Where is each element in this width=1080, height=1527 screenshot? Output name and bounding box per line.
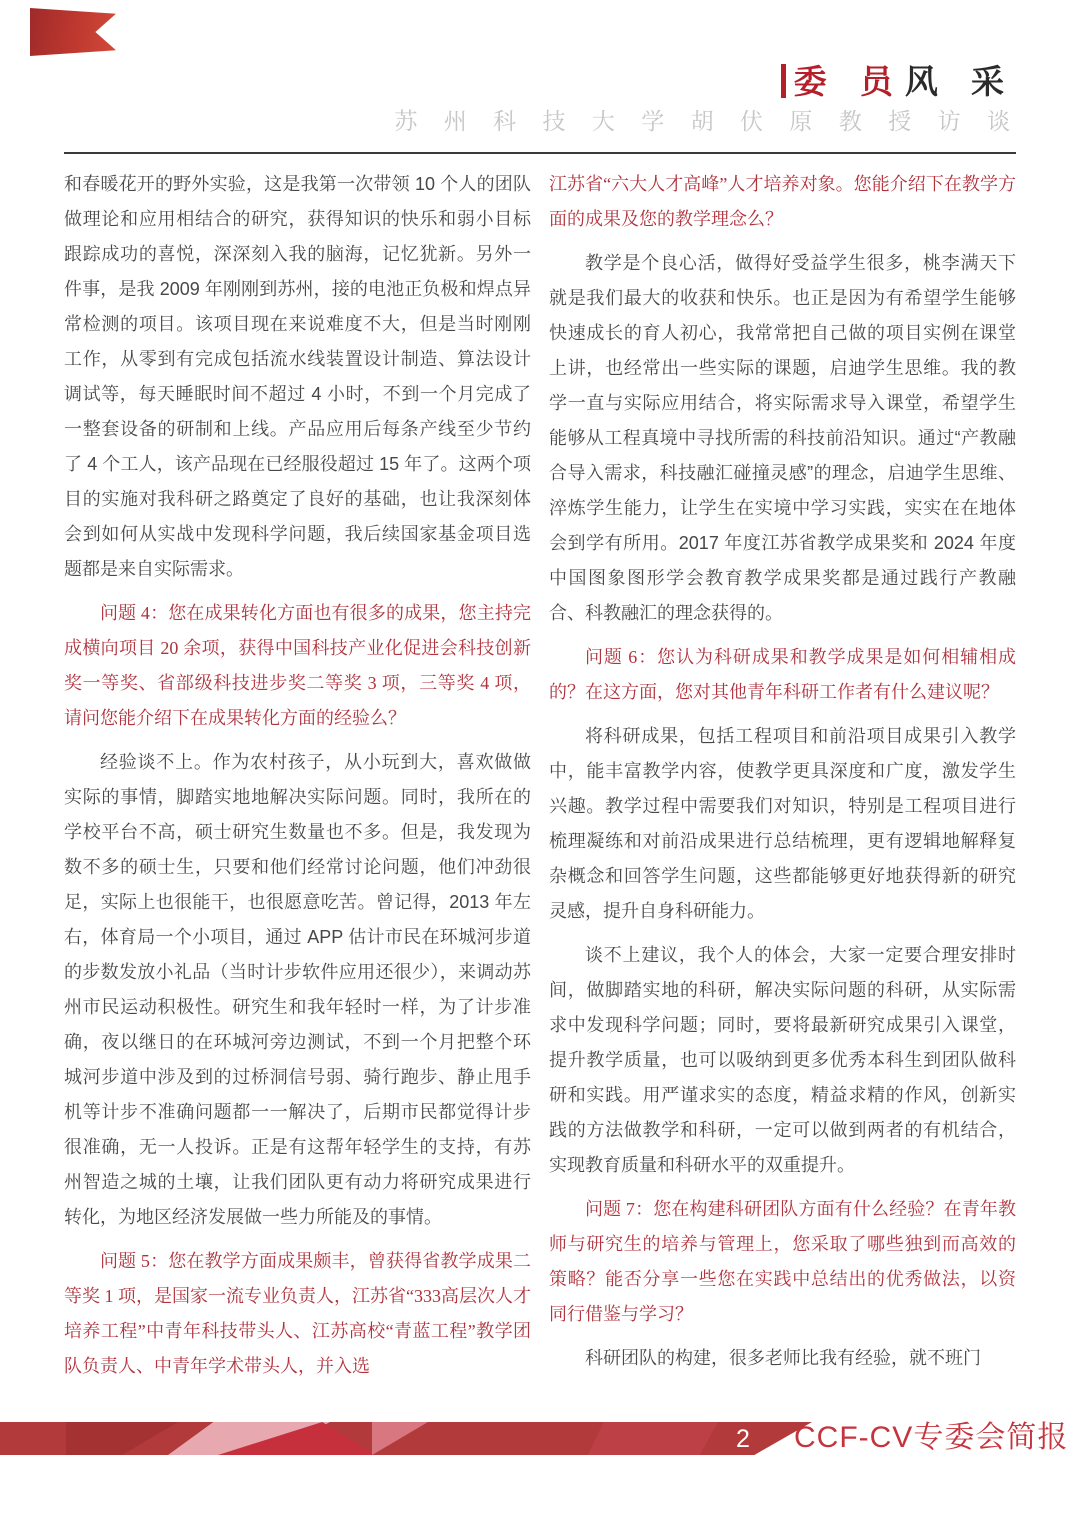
section-title-red: 委 员 xyxy=(793,63,905,100)
article-subtitle: 苏 州 科 技 大 学 胡 伏 原 教 授 访 谈 xyxy=(394,108,1020,134)
question-paragraph: 问题 5：您在教学方面成果颇丰，曾获得省教学成果二等奖 1 项，是国家一流专业负责人，江苏省“333高层次人才培养工程”中青年科技带头人、江苏高校“青蓝工程”教学团队负责人、中青年学术带头人，并入选 xyxy=(64,1251,531,1376)
left-column xyxy=(64,167,531,1384)
footer-facet-icon xyxy=(588,1422,718,1455)
newsletter-title: CCF-CV专委会简报 xyxy=(794,1421,1069,1454)
header-divider xyxy=(64,152,1016,154)
corner-ribbon-icon xyxy=(30,8,116,56)
question-paragraph: 问题 4：您在成果转化方面也有很多的成果，您主持完成横向项目 20 余项，获得中国科技产业化促进会科技创新奖一等奖、省部级科技进步奖二等奖 3 项，三等奖 4 项，请问您能介绍下在成果转化方面的经验么？ xyxy=(64,603,531,728)
answer-paragraph: 将科研成果，包括工程项目和前沿项目成果引入教学中，能丰富教学内容，使教学更具深度和广度，激发学生兴趣。教学过程中需要我们对知识，特别是工程项目进行梳理凝练和对前沿成果进行总结梳理，更有逻辑地解释复杂概念和回答学生问题，这些都能够更好地获得新的研究灵感，提升自身科研能力。 xyxy=(549,726,1016,921)
section-title xyxy=(781,56,1016,103)
answer-paragraph: 谈不上建议，我个人的体会，大家一定要合理安排时间，做脚踏实地的科研，解决实际问题的科研，从实际需求中发现科学问题；同时，要将最新研究成果引入课堂，提升教学质量，也可以吸纳到更多优秀本科生到团队做科研和实践。用严谨求实的态度，精益求精的作风，创新实践的方法做教学和科研，一定可以做到两者的有机结合，实现教育质量和科研水平的双重提升。 xyxy=(549,945,1016,1175)
answer-paragraph: 和春暖花开的野外实验，这是我第一次带领 10 个人的团队做理论和应用相结合的研究，获得知识的快乐和弱小目标跟踪成功的喜悦，深深刻入我的脑海，记忆犹新。另外一件事，是我 2009 年刚刚到苏州，接的电池正负极和焊点异常检测的项目。该项目现在来说难度不大，但是当时刚刚工作，从零到有完成包括流水线装置设计制造、算法设计调试等，每天睡眠时间不超过 4 小时，不到一个月完成了一整套设备的研制和上线。产品应用后每条产线至少节约了 4 个工人，该产品现在已经服役超过 15 年了。这两个项目的实施对我科研之路奠定了良好的基础，也让我深刻体会到如何从实战中发现科学问题，我后续国家基金项目选题都是来自实际需求。 xyxy=(64,174,531,579)
page-number: 2 xyxy=(736,1425,750,1453)
article-body xyxy=(64,167,1016,1384)
footer-facet-icon xyxy=(66,1422,178,1455)
answer-paragraph: 科研团队的构建，很多老师比我有经验，就不班门 xyxy=(585,1348,981,1368)
right-column xyxy=(549,167,1016,1384)
section-title-dark: 风 采 xyxy=(904,63,1016,100)
title-accent-bar-icon xyxy=(781,64,786,98)
question-paragraph: 问题 7：您在构建科研团队方面有什么经验？在青年教师与研究生的培养与管理上，您采取了哪些独到而高效的策略？能否分享一些您在实践中总结出的优秀做法，以资同行借鉴与学习？ xyxy=(549,1199,1016,1324)
answer-paragraph: 教学是个良心活，做得好受益学生很多，桃李满天下就是我们最大的收获和快乐。也正是因为有希望学生能够快速成长的育人初心，我常常把自己做的项目实例在课堂上讲，也经常出一些实际的课题，启迪学生思维。我的教学一直与实际应用结合，将实际需求导入课堂，希望学生能够从工程真境中寻找所需的科技前沿知识。通过“产教融合导入需求，科技融汇碰撞灵感”的理念，启迪学生思维、淬炼学生能力，让学生在实境中学习实践，实实在在地体会到学有所用。2017 年度江苏省教学成果奖和 2024 年度中国图象图形学会教育教学成果奖都是通过践行产教融合、科教融汇的理念获得的。 xyxy=(549,253,1016,623)
question-paragraph: 江苏省“六大人才高峰”人才培养对象。您能介绍下在教学方面的成果及您的教学理念么？ xyxy=(549,174,1016,229)
footer-band xyxy=(0,1422,812,1455)
footer-facet-icon xyxy=(372,1422,428,1455)
question-paragraph: 问题 6：您认为科研成果和教学成果是如何相辅相成的？在这方面，您对其他青年科研工作者有什么建议呢？ xyxy=(549,647,1016,702)
answer-paragraph: 经验谈不上。作为农村孩子，从小玩到大，喜欢做做实际的事情，脚踏实地地解决实际问题。同时，我所在的学校平台不高，硕士研究生数量也不多。但是，我发现为数不多的硕士生，只要和他们经常讨论问题，他们冲劲很足，实际上也很能干，也很愿意吃苦。曾记得，2013 年左右，体育局一个小项目，通过 APP 估计市民在环城河步道的步数发放小礼品（当时计步软件应用还很少），来调动苏州市民运动积极性。研究生和我年轻时一样，为了计步准确，夜以继日的在环城河旁边测试，不到一个月把整个环城河步道中涉及到的过桥洞信号弱、骑行跑步、静止甩手机等计步不准确问题都一一解决了，后期市民都觉得计步很准确，无一人投诉。正是有这帮年轻学生的支持，有苏州智造之城的土壤，让我们团队更有动力将研究成果进行转化，为地区经济发展做一些力所能及的事情。 xyxy=(64,752,531,1227)
